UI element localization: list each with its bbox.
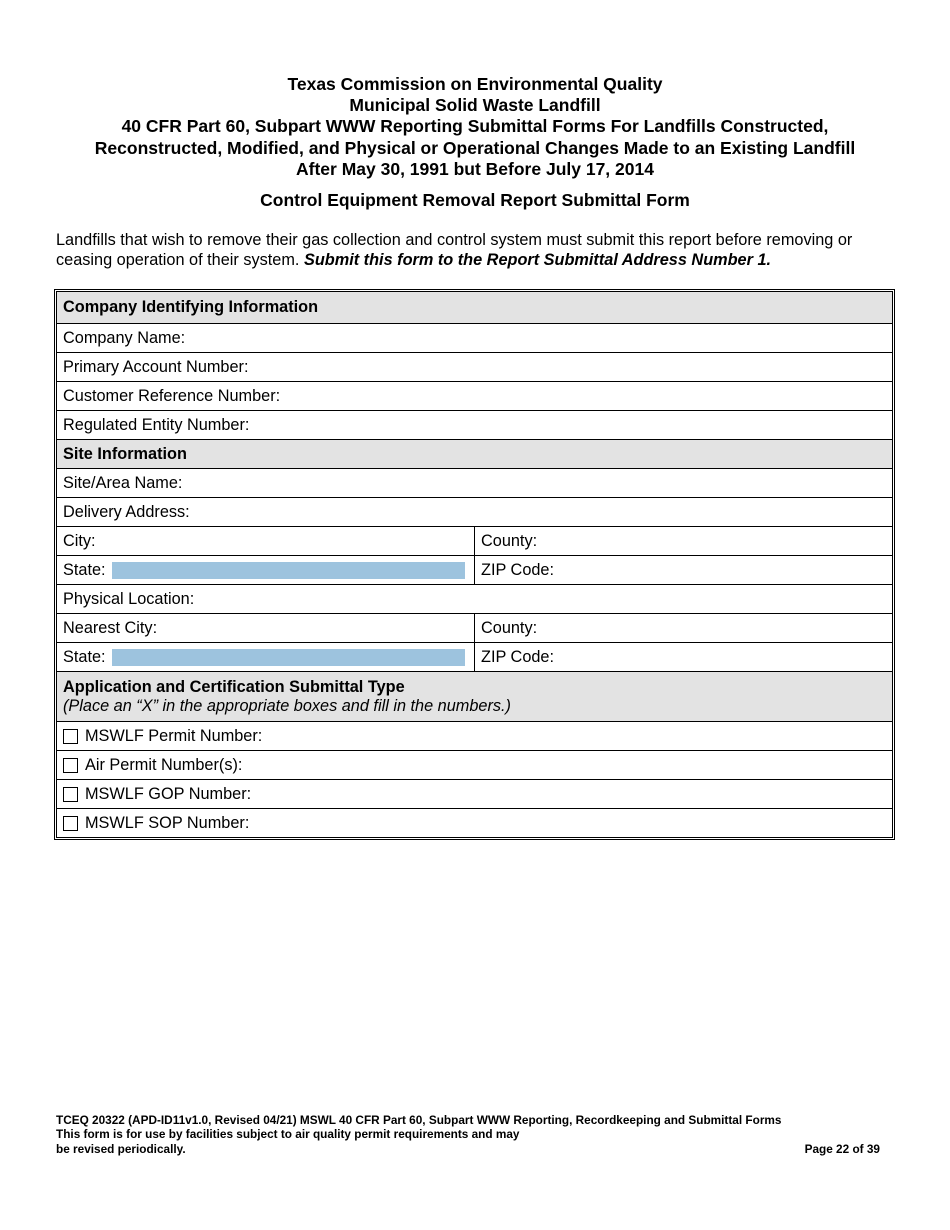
zip-field-2[interactable]: ZIP Code: <box>481 647 555 666</box>
document-title <box>40 74 910 180</box>
air-permit-label: Air Permit Number(s): <box>85 755 243 774</box>
air-permit-cell <box>57 751 892 779</box>
zip-field[interactable]: ZIP Code: <box>481 560 555 579</box>
city-county-row <box>57 526 892 555</box>
physical-location-field[interactable]: Physical Location: <box>63 589 195 608</box>
mswlf-permit-checkbox[interactable] <box>63 729 78 744</box>
page-number: Page 22 of 39 <box>804 1141 880 1156</box>
customer-reference-field[interactable]: Customer Reference Number: <box>63 386 281 405</box>
application-header-label: Application and Certification Submittal Type <box>63 677 405 696</box>
nearest-city-county-row <box>57 613 892 642</box>
regulated-entity-field[interactable]: Regulated Entity Number: <box>63 415 250 434</box>
mswlf-sop-checkbox[interactable] <box>63 816 78 831</box>
mswlf-sop-row <box>57 808 892 837</box>
county-field[interactable]: County: <box>481 531 538 550</box>
state-zip-row-2 <box>57 642 892 671</box>
title-line-1: Texas Commission on Environmental Quality <box>287 74 663 94</box>
intro-paragraph <box>56 231 906 270</box>
title-line-2: Municipal Solid Waste Landfill <box>349 95 601 116</box>
form-subtitle: Control Equipment Removal Report Submittal Form <box>260 190 690 210</box>
state-zip-row <box>57 555 892 584</box>
mswlf-gop-cell <box>57 780 892 808</box>
application-note: (Place an “X” in the appropriate boxes and fill in the numbers.) <box>63 696 511 715</box>
delivery-address-field[interactable]: Delivery Address: <box>63 502 190 521</box>
intro-emphasis: Submit this form to the Report Submittal Address Number 1. <box>303 250 772 269</box>
mswlf-gop-row <box>57 779 892 808</box>
title-line-4: Reconstructed, Modified, and Physical or Operational Changes Made to an Existing Landfill <box>94 137 856 158</box>
mswlf-sop-label: MSWLF SOP Number: <box>85 813 250 832</box>
customer-reference-row[interactable] <box>57 381 892 410</box>
physical-location-row[interactable] <box>57 584 892 613</box>
company-name-field[interactable]: Company Name: <box>63 328 186 347</box>
footer-line-1: TCEQ 20322 (APD-ID11v1.0, Revised 04/21) MSWL 40 CFR Part 60, Subpart WWW Reporting, Recordkeeping and Submittal Forms <box>56 1113 782 1127</box>
page-footer <box>56 1113 880 1156</box>
state-dropdown-2[interactable] <box>112 649 465 666</box>
state-label-2: State: <box>63 647 106 666</box>
mswlf-permit-row <box>57 721 892 750</box>
application-section-header <box>57 671 892 721</box>
state-cell <box>57 556 475 584</box>
intro-text: Landfills that wish to remove their gas collection and control system must submit this report before removing or ceasing operation of their system. <box>56 231 853 269</box>
footer-line-3: be revised periodically. <box>56 1141 186 1156</box>
company-header-label: Company Identifying Information <box>63 298 319 316</box>
city-field[interactable]: City: <box>57 527 475 555</box>
mswlf-permit-label: MSWLF Permit Number: <box>85 726 263 745</box>
mswlf-permit-cell <box>57 722 892 750</box>
mswlf-gop-label: MSWLF GOP Number: <box>85 784 252 803</box>
title-line-5: After May 30, 1991 but Before July 17, 2014 <box>296 158 654 179</box>
submittal-form-table <box>54 289 895 840</box>
site-section-header <box>57 439 892 468</box>
site-area-name-row[interactable] <box>57 468 892 497</box>
state-label: State: <box>63 560 106 579</box>
application-header-cell <box>57 672 892 721</box>
mswlf-sop-cell <box>57 809 892 837</box>
air-permit-checkbox[interactable] <box>63 758 78 773</box>
state-cell-2 <box>57 643 475 671</box>
company-name-row[interactable] <box>57 323 892 352</box>
title-line-3: 40 CFR Part 60, Subpart WWW Reporting Submittal Forms For Landfills Constructed, <box>121 116 829 137</box>
state-dropdown[interactable] <box>112 562 465 579</box>
primary-account-field[interactable]: Primary Account Number: <box>63 357 249 376</box>
nearest-city-field[interactable]: Nearest City: <box>57 614 475 642</box>
mswlf-gop-checkbox[interactable] <box>63 787 78 802</box>
air-permit-row <box>57 750 892 779</box>
company-section-header <box>57 292 892 323</box>
regulated-entity-row[interactable] <box>57 410 892 439</box>
delivery-address-row[interactable] <box>57 497 892 526</box>
county-field-2[interactable]: County: <box>481 618 538 637</box>
primary-account-row[interactable] <box>57 352 892 381</box>
footer-line-2: This form is for use by facilities subject to air quality permit requirements and may <box>56 1127 520 1142</box>
site-area-name-field[interactable]: Site/Area Name: <box>63 473 183 492</box>
site-header-label: Site Information <box>63 444 187 463</box>
